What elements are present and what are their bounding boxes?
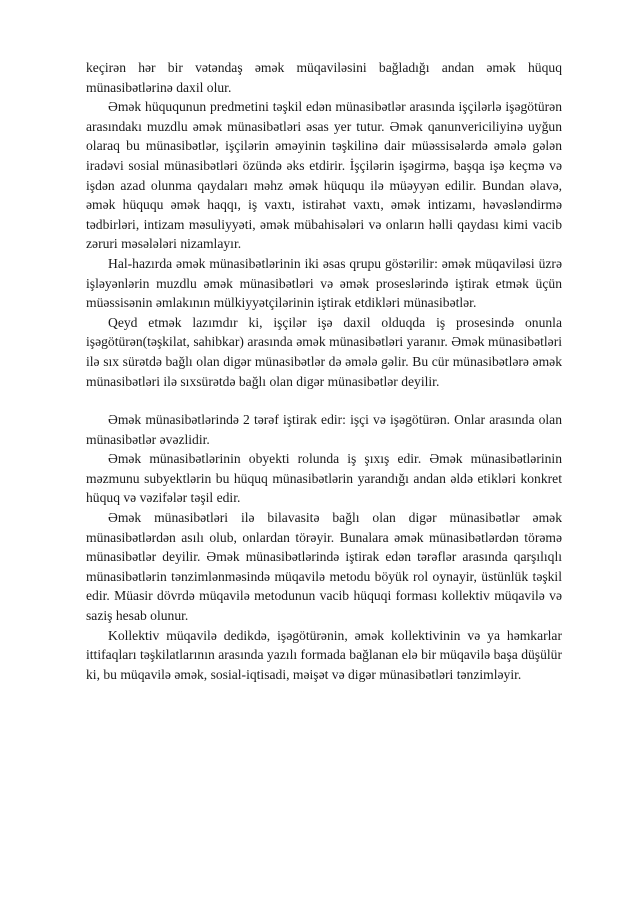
paragraph-labor-law-subject: Əmək hüququnun predmetini təşkil edən münasibətlər arasında işçilərlə işəgötürən arasındakı muzdlu əmək münasibətləri əsas yer tutur. Əmək qanunvericiliyinə uyğun olaraq bu münasibətlər, işçilərin əməyinin təşkilinə dair müəssisələrdə əmələ gələn iradəvi sosial münasibətləri özündə əks etdirir. İşçilərin işəgirmə, başqa işə keçmə və işdən azad olunma qaydaları məhz əmək hüququ ilə müəyyən edilir. Bundan əlavə, əmək hüququ əmək haqqı, iş vaxtı, istirahət vaxtı, əmək intizamı, həvəsləndirmə tədbirləri, intizam məsuliyyəti, əmək mübahisələri və onların həlli qaydası kimi vacib zəruri məsələləri nizamlayır. xyxy=(86,99,562,252)
paragraph-collective-agreement: Kollektiv müqavilə dedikdə, işəgötürənin, əmək kollektivinin və ya həmkarlar ittifaqları təşkilatlarının arasında yazılı formada bağlanan elə bir müqavilə başa düşülür ki, bu müqavilə əmək, sosial-iqtisadi, məişət və digər münasibətləri tənzimləyir. xyxy=(86,627,562,682)
document-page xyxy=(86,58,562,684)
paragraph-relation-groups: Hal-hazırda əmək münasibətlərinin iki əsas qrupu göstərilir: əmək müqaviləsi üzrə işləyənlərin muzdlu əmək münasibətləri və əmək proseslərində iştirak etmək üçün müəssisənin əmlakının mülkiyyətçilərinin iştirak etdikləri münasibətlər. xyxy=(86,255,562,311)
paragraph-continuation: keçirən hər bir vətəndaş əmək müqaviləsini bağladığı andan əmək hüquq münasibətlərinə daxil olur. xyxy=(86,60,562,95)
paragraph-two-parties: Əmək münasibətlərində 2 tərəf iştirak edir: işçi və işəgötürən. Onlar arasında olan münasibətlər əvəzlidir. xyxy=(86,412,562,447)
paragraph-related-relations: Qeyd etmək lazımdır ki, işçilər işə daxil olduqda iş prosesində onunla işəgötürən(təşkilat, sahibkar) arasında əmək münasibətləri yaranır. Əmək münasibətləri ilə sıx sürətdə bağlı olan digər münasibətlər də əmələ gəlir. Bu cür münasibətlərə əmək münasibətləri ilə sıxsürətdə bağlı olan digər münasibətlər deyilir. xyxy=(86,314,562,389)
paragraph-derived-relations: Əmək münasibətləri ilə bilavasitə bağlı olan digər münasibətlər əmək münasibətlərdən asılı olub, onlardan törəyir. Bunalara əmək münasibətlərdən törəmə münasibətlər deyilir. Əmək münasibətlərində iştirak edən tərəflər arasında qarşılıqlı münasibətlərin tənzimlənməsində müqavilə metodu böyük rol oynayir, üstünlük təşkil edir. Müasir dövrdə müqavilə metodunun vacib hüquqi forması kollektiv müqavilə və saziş hesab olunur. xyxy=(86,510,562,624)
paragraph-object-of-relations: Əmək münasibətlərinin obyekti rolunda iş şıxış edir. Əmək münasibətlərinin məzmunu subyektlərin bu hüquq münasibətlərin yarandığı andan əldə etikləri konkret hüquq və vəzifələr təşil edir. xyxy=(86,451,562,506)
